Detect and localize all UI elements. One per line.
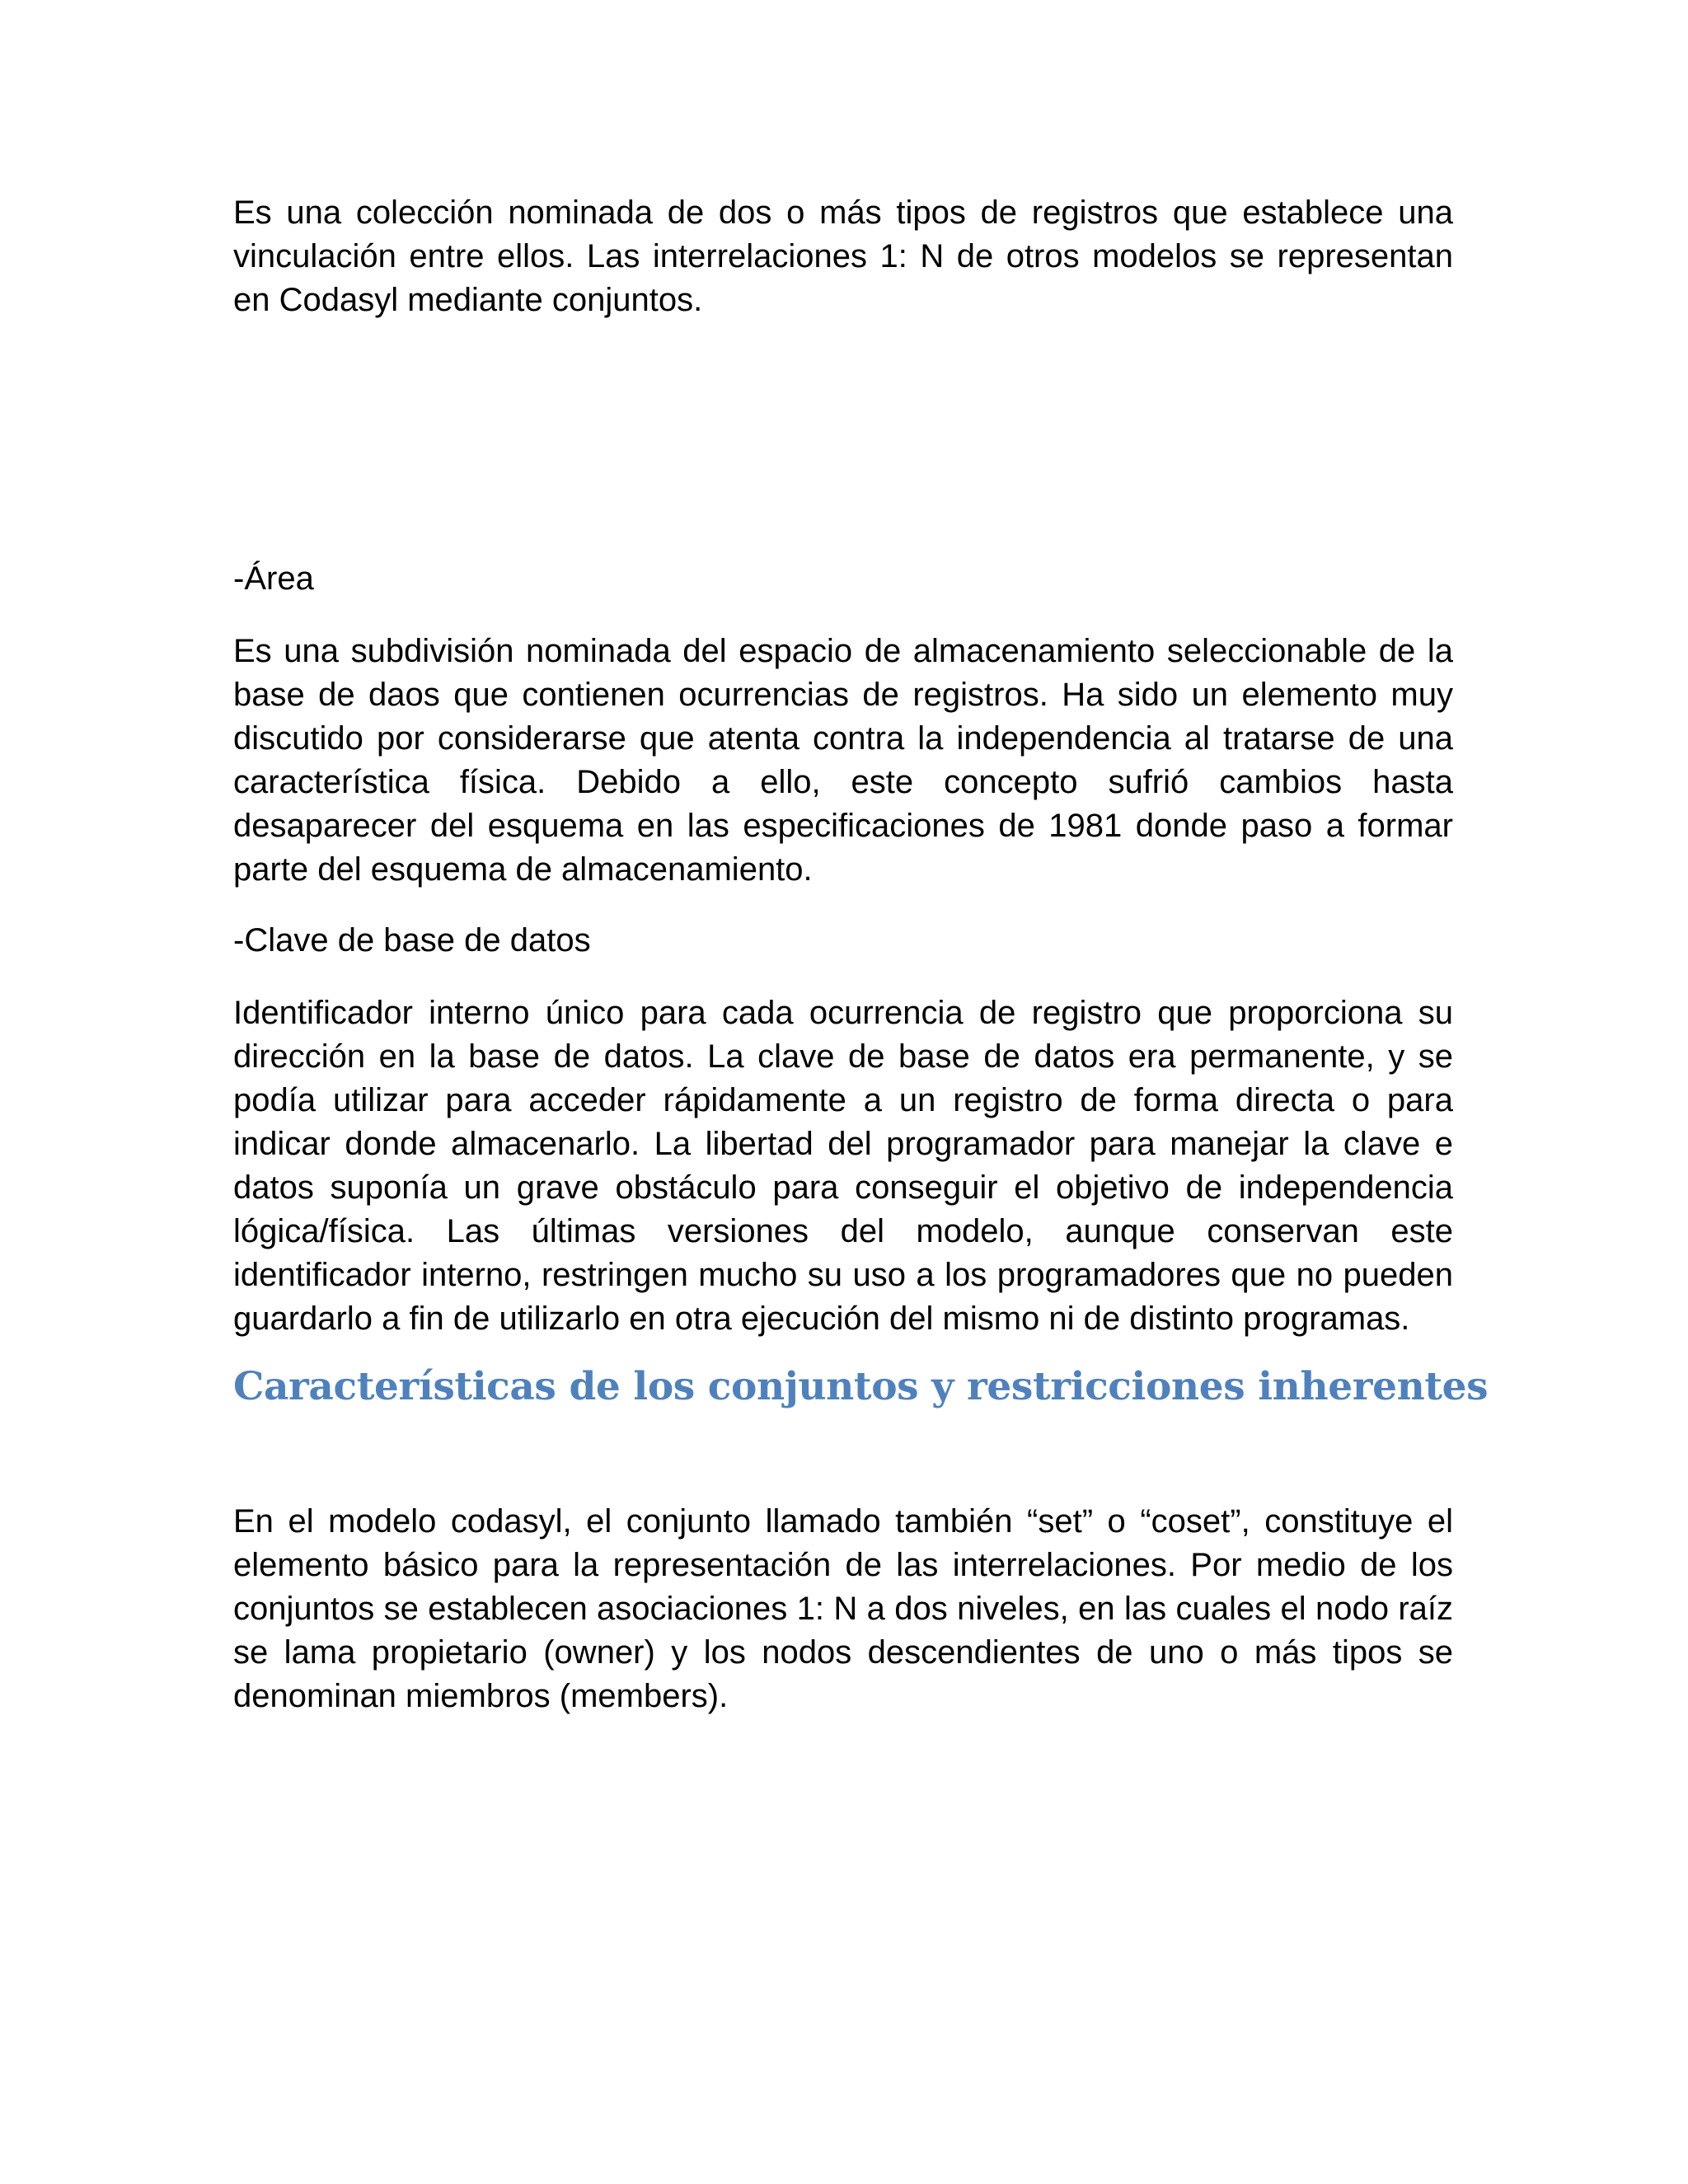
spacer — [233, 1341, 1453, 1362]
area-paragraph: Es una subdivisión nominada del espacio de almacenamiento seleccionable de la base de daos que contienen ocurrencias de registros. Ha sido un elemento muy discutido por considerarse que atenta contra la independencia al tratarse de una característica física. Debido a ello, este concepto sufrió cambios hasta desaparecer del esquema en las especificaciones de 1981 donde paso a formar parte del esquema de almacenamiento. — [233, 633, 1453, 888]
spacer — [233, 322, 1453, 557]
database-key-label: -Clave de base de datos — [233, 922, 591, 958]
document-body — [233, 191, 1489, 1718]
spacer — [233, 963, 1453, 991]
spacer — [233, 1412, 1453, 1500]
section-heading: Características de los conjuntos y restricciones inherentes — [233, 1364, 1489, 1409]
intro-paragraph: Es una colección nominada de dos o más tipos de registros que establece una vinculación entre ellos. Las interrelaciones 1: N de otros modelos se representan en Codasyl mediante conjuntos. — [233, 194, 1453, 318]
area-label: -Área — [233, 560, 314, 597]
sets-paragraph: En el modelo codasyl, el conjunto llamado también “set” o “coset”, constituye el elemento básico para la representación de las interrelaciones. Por medio de los conjuntos se establecen asociaciones 1: N a dos niveles, en las cuales el nodo raíz se lama propietario (owner) y los nodos descendientes de uno o más tipos se denominan miembros (members). — [233, 1503, 1453, 1714]
database-key-paragraph: Identificador interno único para cada ocurrencia de registro que proporciona su dirección en la base de datos. La clave de base de datos era permanente, y se podía utilizar para acceder rápidamente a un registro de forma directa o para indicar donde almacenarlo. La libertad del programador para manejar la clave e datos suponía un grave obstáculo para conseguir el objetivo de independencia lógica/física. Las últimas versiones del modelo, aunque conservan este identificador interno, restringen mucho su uso a los programadores que no pueden guardarlo a fin de utilizarlo en otra ejecución del mismo ni de distinto programas. — [233, 995, 1453, 1337]
spacer — [233, 601, 1453, 630]
spacer — [233, 892, 1453, 919]
